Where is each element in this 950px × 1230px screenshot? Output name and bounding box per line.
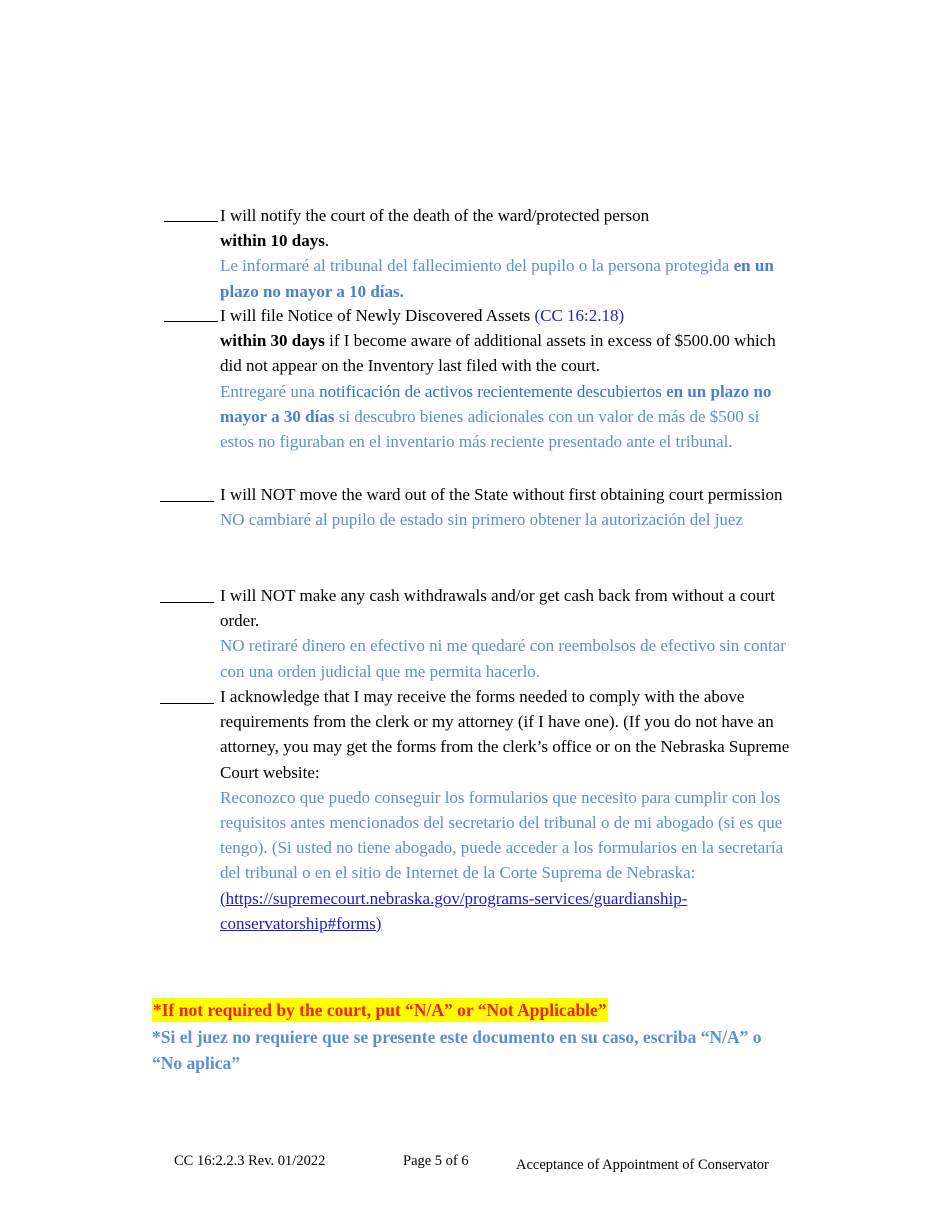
- item-text-en: I will notify the court of the death of the ward/protected person: [220, 206, 650, 225]
- item-text-es: NO cambiaré al pupilo de estado sin primero obtener la autorización del juez: [220, 510, 744, 530]
- initials-blank[interactable]: [160, 687, 214, 704]
- footer-form-id: CC 16:2.2.3 Rev. 01/2022: [174, 1153, 326, 1169]
- item-text-es: [220, 256, 774, 300]
- item-text-en: I will file Notice of Newly Discovered Assets: [220, 306, 535, 325]
- footer-page-number: Page 5 of 6: [403, 1153, 469, 1169]
- item-deadline-en: within 10 days: [220, 231, 325, 251]
- form-reference: (CC 16:2.18): [534, 306, 625, 325]
- item-text-en: I acknowledge that I may receive the forms needed to comply with the above requirements from the clerk or my attorney (if I have one). (If you do not have an attorney, you may get the forms from the clerk’s office or on the Nebraska Supreme Court website:: [220, 687, 790, 782]
- link-line-1[interactable]: (https://supremecourt.nebraska.gov/programs-services/guardianship-: [220, 888, 688, 908]
- item-text-es-rest: si descubro bienes adicionales con un valor de más de $500 si estos no figuraban en el inventario más reciente presentado ante el tribunal.: [220, 406, 760, 452]
- link-line-2[interactable]: conservatorship#forms): [220, 913, 382, 933]
- item-deadline-en: within 30 days: [220, 331, 325, 351]
- item-text-en-rest: if I become aware of additional assets in excess of $500.00 which did not appear on the Inventory last filed with the court.: [220, 331, 776, 376]
- item-text-es-notice: notificación de activos recientemente descubiertos: [319, 381, 662, 401]
- item-text-es: Reconozco que puedo conseguir los formularios que necesito para cumplir con los requisitos antes mencionados del secretario del tribunal o de mi abogado (si es que tengo). (Si usted no tiene abogado, puede acceder a los formularios en la secretaría del tribunal o en el sitio de Internet de la Corte Suprema de Nebraska:: [220, 787, 784, 883]
- item-text-es: NO retiraré dinero en efectivo ni me quedaré con reembolsos de efectivo sin contar con una orden judicial que me permita hacerlo.: [220, 636, 786, 681]
- forms-website-link[interactable]: [220, 889, 687, 933]
- note-not-applicable-es: *Si el juez no requiere que se presente este documento en su caso, escriba “N/A” o “No aplica”: [152, 1027, 762, 1073]
- item-text-en-end: .: [324, 231, 330, 251]
- initials-blank[interactable]: [164, 205, 218, 222]
- footer-form-title: Acceptance of Appointment of Conservator: [516, 1157, 769, 1173]
- item-text-es-pre: Entregaré una: [220, 381, 320, 401]
- item-text-es-pre: Le informaré al tribunal del fallecimiento del pupilo o la persona protegida: [220, 256, 734, 276]
- item-text-en: I will NOT move the ward out of the State without first obtaining court permission: [220, 485, 783, 504]
- initials-blank[interactable]: [160, 586, 214, 603]
- item-text-en: I will NOT make any cash withdrawals and/or get cash back from without a court order.: [220, 586, 775, 631]
- initials-blank[interactable]: [164, 305, 218, 322]
- item-deadline-es: en un plazo no mayor a 10 días.: [220, 256, 774, 301]
- item-deadline-es: en un plazo no mayor a 30 días: [220, 381, 772, 426]
- initials-blank[interactable]: [160, 485, 214, 502]
- note-not-applicable-en: *If not required by the court, put “N/A” or “Not Applicable”: [153, 1000, 607, 1020]
- item-text-es: [220, 382, 771, 451]
